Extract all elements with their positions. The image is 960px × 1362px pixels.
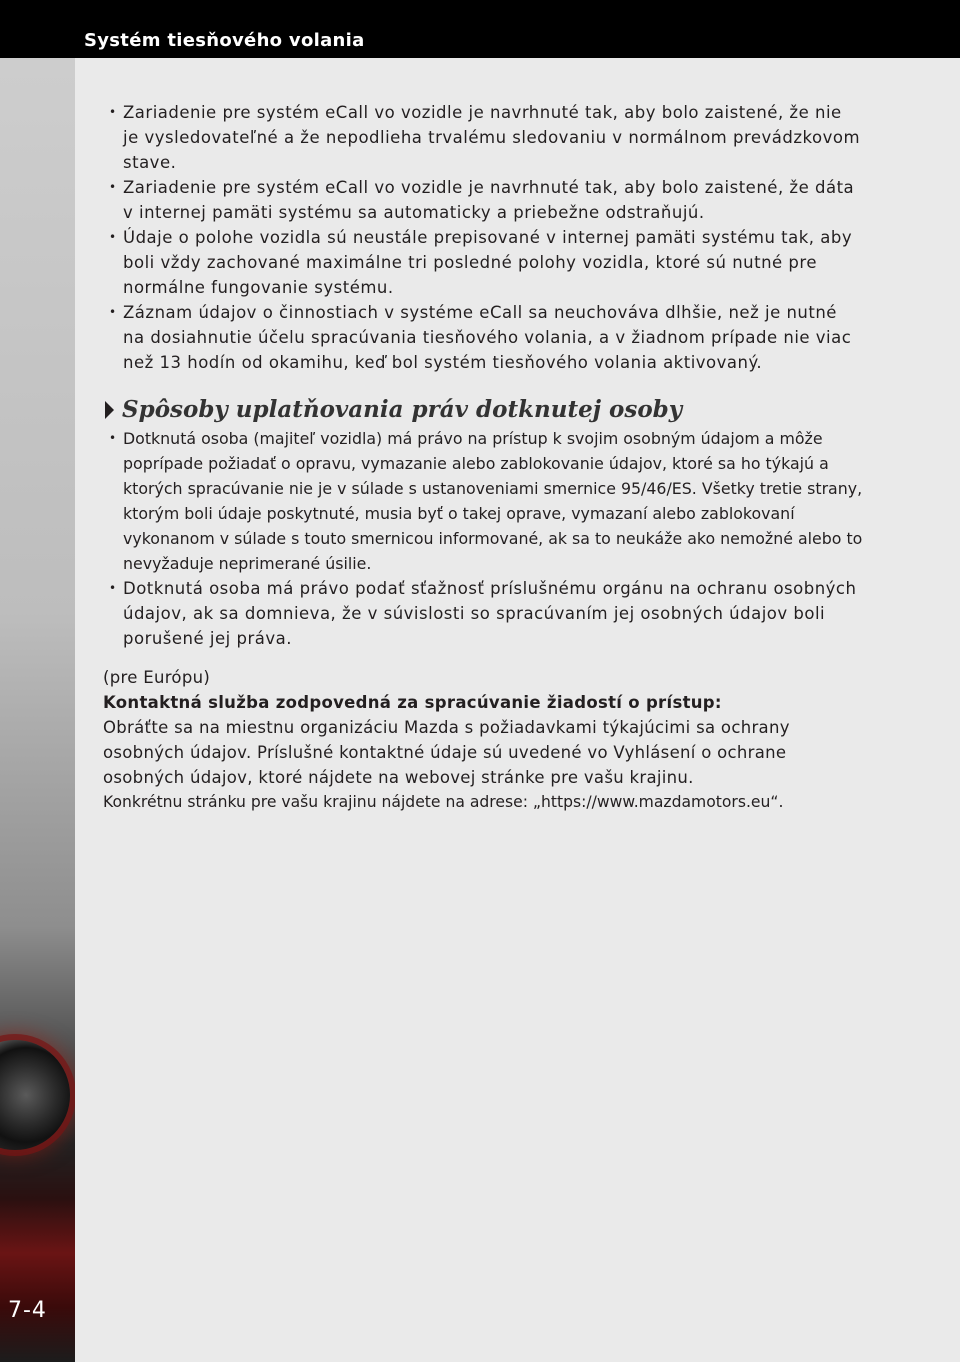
list-item: • Dotknutá osoba má právo podať sťažnosť príslušnému orgánu na ochranu osobných údajov, ak sa domnieva, že v súvislosti so spracúvaním jej osobných údajov boli porušené jej práva. <box>103 576 863 651</box>
main-content <box>103 100 863 815</box>
list-item: • Zariadenie pre systém eCall vo vozidle je navrhnuté tak, aby bolo zaistené, že dáta v internej pamäti systému sa automaticky a priebežne odstraňujú. <box>103 175 863 225</box>
section-heading-text: Spôsoby uplatňovania práv dotknutej osoby <box>122 396 683 423</box>
section-heading <box>103 397 863 422</box>
triangle-marker-icon <box>105 401 114 419</box>
contact-region: (pre Európu) <box>103 668 211 687</box>
page-header <box>0 0 960 58</box>
list-item: • Záznam údajov o činnostiach v systéme eCall sa neuchováva dlhšie, než je nutné na dosiahnutie účelu spracúvania tiesňového volania, a v žiadnom prípade nie viac než 13 hodín od okamihu, keď bol systém tiesňového volania aktivovaný. <box>103 300 863 375</box>
list-item: • Údaje o polohe vozidla sú neustále prepisované v internej pamäti systému tak, aby boli vždy zachované maximálne tri posledné polohy vozidla, ktoré sú nutné pre normálne fungovanie systému. <box>103 225 863 300</box>
contact-title: Kontaktná služba zodpovedná za spracúvanie žiadostí o prístup: <box>103 693 722 712</box>
list-item: • Dotknutá osoba (majiteľ vozidla) má právo na prístup k svojim osobným údajom a môže poprípade požiadať o opravu, vymazanie alebo zablokovanie údajov, ktoré sa ho týkajú a ktorých spracúvanie nie je v súlade s ustanoveniami smernice 95/46/ES. Všetky tretie strany, ktorým boli údaje poskytnuté, musia byť o takej oprave, vymazaní alebo zablokovaní vykonanom v súlade s touto smernicou informované, ak sa to neukáže ako nemožné alebo to nevyžaduje neprimerané úsilie. <box>103 426 863 576</box>
list-item: • Zariadenie pre systém eCall vo vozidle je navrhnuté tak, aby bolo zaistené, že nie je vysledovateľné a že nepodlieha trvalému sledovaniu v normálnom prevádzkovom stave. <box>103 100 863 175</box>
intro-bullet-list <box>103 100 863 375</box>
rights-bullet-list <box>103 426 863 651</box>
contact-text: Obráťte sa na miestnu organizáciu Mazda s požiadavkami týkajúcimi sa ochrany osobných údajov. Príslušné kontaktné údaje sú uvedené vo Vyhlásení o ochrane osobných údajov, ktoré nájdete na webovej stránke pre vašu krajinu. <box>103 718 790 787</box>
headlight-image <box>0 1040 70 1150</box>
contact-url-line: Konkrétnu stránku pre vašu krajinu nájdete na adrese: „https://www.mazdamotors.eu“. <box>103 793 784 811</box>
page-number: 7-4 <box>8 1298 47 1323</box>
header-title: Systém tiesňového volania <box>84 30 365 51</box>
side-decoration <box>0 0 75 1362</box>
